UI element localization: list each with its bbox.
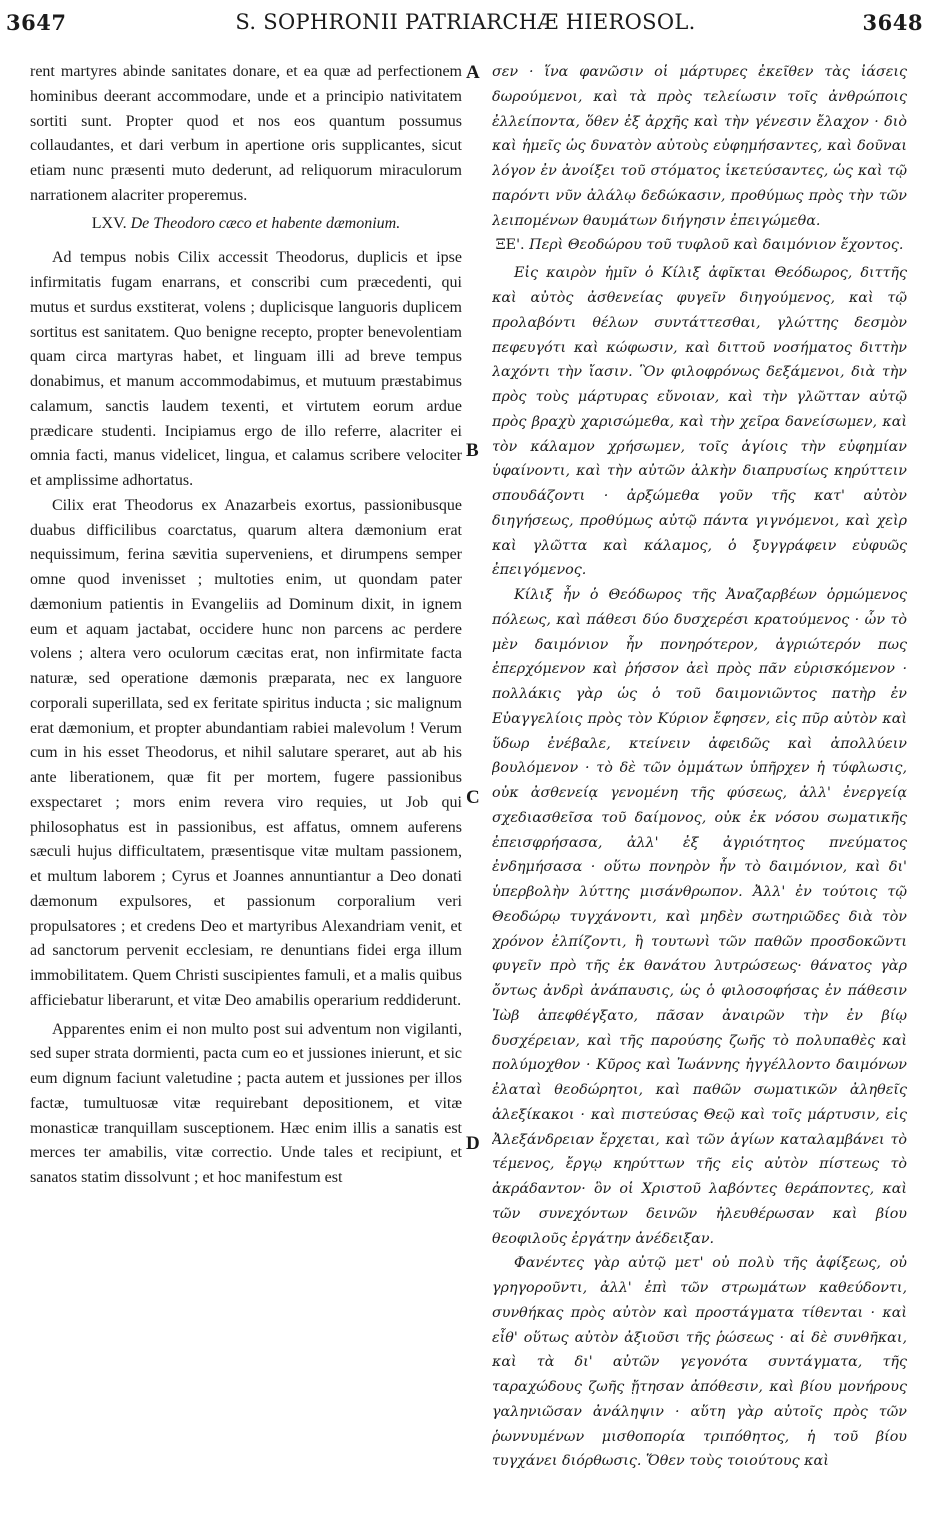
latin-paragraph-1: Ad tempus nobis Cilix accessit Theodorus, duplicis et ipse infirmitatis fugam enarrans, et conscribi cum præcedenti, qui mutus et surdus exstiterat, volens ; duplicisque languoris duplicem sortitus est sanitatem. Quo benigne recepto, propter benevolentiam quam circa martyras habet, et linguam illi ad breve tempus donabimus, et manum accommodabimus, et mutuum præstabimus calamum, sanctis laudem texenti, et virtutem eorum ardue prædicare studenti. Incipiamus ergo de illo referre, alacriter ei omnia facti, manus videlicet, lingua, et calamus scribere velociter et amplissime adhortatus. [30, 249, 462, 489]
greek-column [492, 60, 907, 1532]
right-page-number: 3648 [862, 10, 923, 35]
greek-paragraph-2: Κίλιξ ἦν ὁ Θεόδωρος τῆς Ἀναζαρβέων ὁρμώμενος πόλεως, καὶ πάθεσι δύο δυσχερέσι κρατούμενος · ὧν τὸ μὲν δαιμόνιον ἦν πονηρότερον, ἀγριώτερόν πως ἐπερχόμενον καὶ ῥήσσον ἀεὶ πρὸς πᾶν εὑρισκόμενον · πολλάκις γὰρ ὡς ὁ τοῦ δαιμονιῶντος πατὴρ ἐν Εὐαγγελίοις πρὸς τὸν Κύριον ἔφησεν, εἰς πῦρ αὐτὸν καὶ ὕδωρ ἐνέβαλε, κτείνειν ἀφειδῶς καὶ ἀπολλύειν βουλόμενον · τὸ δὲ τῶν ὀμμάτων ὑπῆρχεν ἡ τύφλωσις, οὐκ ἀσθενείᾳ γενομένη τῆς φύσεως, ἀλλ' ἐνεργείᾳ σχεδιασθεῖσα τοῦ δαίμονος, οὐκ ἐκ νόσου σωματικῆς ἐπεισφρήσασα, ἀλλ' ἐξ ἀγριότητος πνεύματος ἐνδημήσασα · οὕτω πονηρὸν ἦν τὸ δαιμόνιον, καὶ δι' ὑπερβολὴν λύττης μισάνθρωπον. Ἀλλ' ἐν τούτοις τῷ Θεοδώρῳ τυγχάνοντι, καὶ μηδὲν σωτηριῶδες διὰ τὸν χρόνον ἐλπίζοντι, ἢ τουτωνὶ τῶν παθῶν προσδοκῶντι φυγεῖν πρὸ τῆς ἐκ θανάτου λυτρώσεως· θάνατος γὰρ ὄντως ἀνδρὶ ἀνάπαυσις, ὡς ὁ φιλοσοφήσας ἐν πάθεσιν Ἰὼβ ἀπεφθέγξατο, πᾶσαν ἀναιρῶν τὴν ἐν βίῳ δυσχέρειαν, καὶ τῆς παρούσης ζωῆς τὸ πολυπαθὲς καὶ πολύμοχθον · Κῦρος καὶ Ἰωάννης ἠγγέλλοντο δαιμόνων ἐλαταὶ θεοδώρητοι, καὶ παθῶν σωματικῶν ἀληθεῖς ἀλεξίκακοι · καὶ πιστεύσας Θεῷ καὶ τοῖς μάρτυσιν, εἰς Ἀλεξάνδρειαν ἔρχεται, καὶ τῶν ἁγίων καταλαμβάνει τὸ τέμενος, ἔργῳ κηρύττων τῆς εἰς αὐτὸν πίστεως τὸ ἀκράδαντον· ὃν οἱ Χριστοῦ λαβόντες θεράποντες, καὶ τῶν συνεχόντων δεινῶν ἠλευθέρωσαν καὶ βίου θεοφιλοῦς ἐργάτην ἀνέδειξαν. [492, 587, 907, 1247]
greek-section-heading [492, 236, 907, 255]
greek-paragraph-3: Φανέντες γὰρ αὐτῷ μετ' οὐ πολὺ τῆς ἀφίξεως, οὐ γρηγοροῦντι, ἀλλ' ἐπὶ τῶν στρωμάτων καθεύδοντι, συνθήκας πρὸς αὐτὸν καὶ προστάγματα τίθενται · καὶ εἶθ' οὕτως αὐτὸν ἀξιοῦσι τῆς ῥώσεως · αἱ δὲ συνθῆκαι, καὶ τὰ δι' αὐτῶν γεγονότα συντάγματα, τῆς ταραχώδους ζωῆς ᾔτησαν ἀπόθεσιν, καὶ βίου μονήρους γαληνιῶσαν ἀνάληψιν · αὕτη γὰρ αὐτοῖς πρὸς τῶν ῥωννυμένων μισθοπορία τριπόθητος, ἡ τοῦ βίου τυγχάνει διόρθωσις. Ὅθεν τοὺς τοιούτους καὶ [492, 1255, 907, 1470]
greek-paragraph-1: Εἰς καιρὸν ἡμῖν ὁ Κίλιξ ἀφῖκται Θεόδωρος, διττῆς καὶ αὐτὸς ἀσθενείας φυγεῖν διηγούμενος, καὶ τῷ προλαβόντι θέλων συντάττεσθαι, γλώττης δεσμὸν πεφευγότι καὶ κώφωσιν, καὶ διττοῦ νοσήματος διττὴν λαχόντι τὴν ἴασιν. Ὃν φιλοφρόνως δεξάμενοι, διὰ τὴν πρὸς τοὺς μάρτυρας εὔνοιαν, καὶ τὴν γλῶτταν αὐτῷ πρὸς βραχὺ χαρισώμεθα, καὶ τὴν χεῖρα δανείσωμεν, καὶ τὸν κάλαμον χρήσωμεν, τοῖς ἁγίοις τὴν εὐφημίαν ὑφαίνοντι, καὶ τὴν αὐτῶν ἀλκὴν διαπρυσίως κηρύττειν σπουδάζοντι · ἀρξώμεθα γοῦν τῆς κατ' αὐτὸν διηγήσεως, προθύμως αὐτῷ πάντα γιγνόμενοι, καὶ χεὶρ καὶ γλῶττα καὶ κάλαμος, ὁ ξυγγράφειν εὐφυῶς ἐπειγόμενος. [492, 265, 907, 579]
latin-column [30, 60, 462, 1532]
left-page-number: 3647 [6, 10, 67, 35]
latin-paragraph-2: Cilix erat Theodorus ex Anazarbeis exortus, passionibusque duabus difficilibus coarctatus, quarum altera dæmonium erat nequissimum, ferina sævitia superveniens, et dirumpens semper omne quod invenisset ; multoties enim, ut quondam pater dæmonium patientis in Evangeliis ad Dominum dixit, in ignem eum et aquam jactabat, occidere hunc non parcens ac perdere volens ; altera vero oculorum cæcitas erat, non infirmitate facta naturæ, sed operatione dæmonis præparata, nec ex languore corporali superillata, sed ex feritate spiritus inducta ; sic malignum erat dæmonium, et propter abundantiam rabiei malevolum ! Verum cum in his esset Theodorus, et nihil salutare speraret, aut ab his ante liberationem, quæ fit per mortem, fugere passionibus exspectaret ; mors enim revera viro requies, ut Job qui philosophatus est in passionibus, est affatus, omnem auferens sæculi hujus difficultatem, præsentisque vitæ multam passionem, et multum laborem ; Cyrus et Joannes annuntiantur a Deo donati dæmonum expulsores, et passionum corporalium veri propulsatores ; et credens Deo et martyribus Alexandriam venit, et ad sanctorum pervenit ecclesiam, re denuntians fidei erga illum immobilitatem. Quem Christi suscipientes famuli, et a malis quibus afficiebatur liberarunt, et vitæ Deo amabilis operarium reddiderunt. [30, 496, 462, 1009]
greek-section-title: Περὶ Θεοδώρου τοῦ τυφλοῦ καὶ δαιμόνιον ἔχοντος. [529, 237, 904, 254]
margin-letter-d: D [466, 1133, 480, 1154]
greek-intro-paragraph: σεν · ἵνα φανῶσιν οἱ μάρτυρες ἐκεῖθεν τὰς ἰάσεις δωρούμενοι, καὶ τὰ πρὸς τελείωσιν τοῖς ἀνθρώποις ἐλλείποντα, ὅθεν ἐξ ἀρχῆς καὶ τὴν γένεσιν ἔλαχον · διὸ καὶ ἡμεῖς ὡς δυνατὸν αὐτοὺς εὐφημήσαντες, καὶ δοῦναι λόγον ἐν ἀνοίξει τοῦ στόματος ἱκετεύσαντες, ὡς καὶ τῷ παρόντι νῦν ἀλάλῳ δεδώκασιν, προθύμως πρὸς τὴν τῶν λειπομένων θαυμάτων διήγησιν ἐπειγώμεθα. [492, 64, 907, 229]
latin-intro-paragraph: rent martyres abinde sanitates donare, et ea quæ ad perfectionem hominibus deerant accommodare, unde et a principio nativitatem sortiti sunt. Propter quod et nos eos quantum possumus collaudantes, et dari verbum in apertione oris supplicantes, sicut etiam nunc præsenti muto dederunt, ad reliquorum miraculorum narrationem alacriter properemus. [30, 63, 462, 204]
greek-section-number: ΞΕ'. [495, 237, 525, 254]
latin-section-heading [30, 212, 462, 237]
latin-section-number: LXV. [91, 214, 127, 232]
latin-section-title: De Theodoro cæco et habente dæmonium. [130, 214, 401, 232]
margin-letter-b: B [466, 440, 479, 461]
latin-paragraph-3: Apparentes enim ei non multo post sui adventum non vigilanti, sed super strata dormienti, pacta cum eo et jussiones inierunt, et sic eum dignum faciunt valetudine ; pacta autem et jussiones per illos factæ, tumultuosæ vitæ requirebant depositionem, et vitæ monasticæ tranquillam susceptionem. Hæc enim illis a sanatis est merces ter amabilis, vitæ correctio. Unde tales et recipiunt, et sanatos statim dissolvunt ; et hoc manifestum est [30, 1020, 462, 1186]
margin-letter-c: C [466, 787, 480, 808]
margin-letter-a: A [466, 62, 480, 83]
running-title: S. SOPHRONII PATRIARCHÆ HIEROSOL. [235, 10, 696, 34]
